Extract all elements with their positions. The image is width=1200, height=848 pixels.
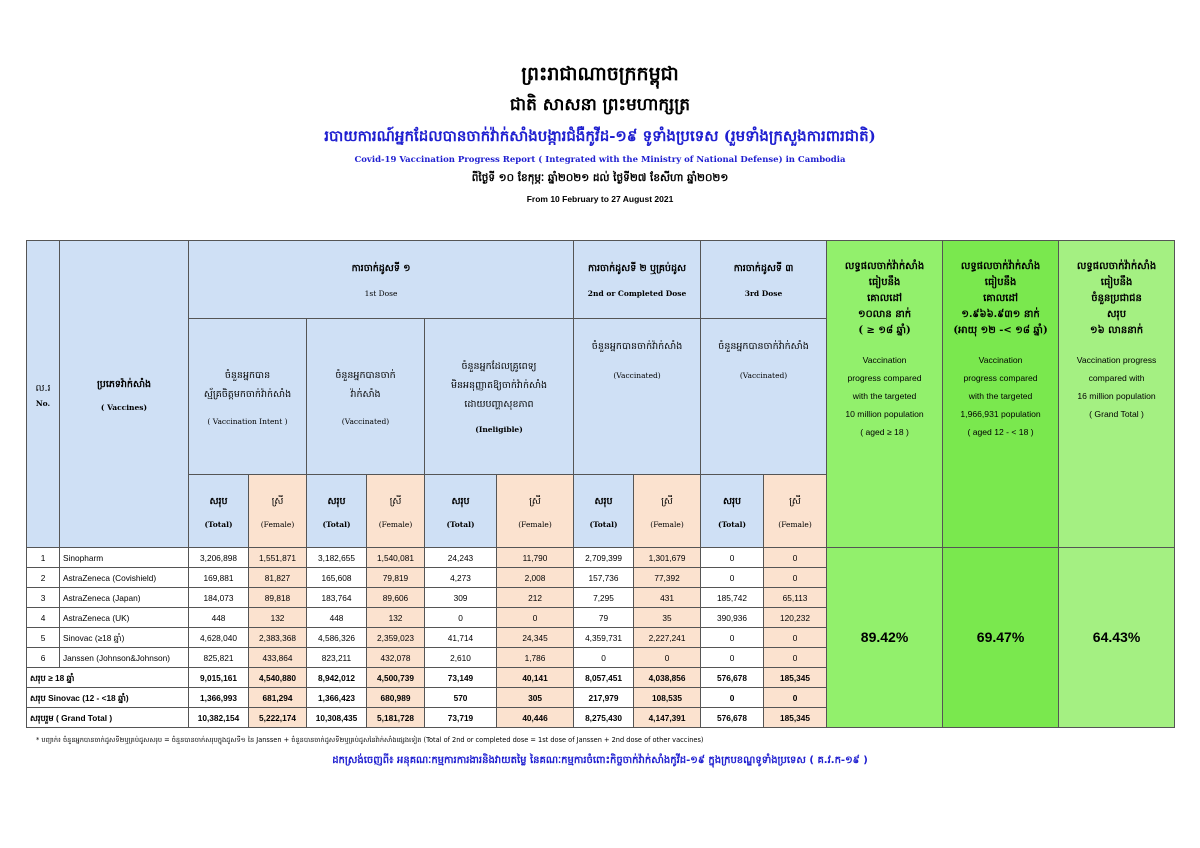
table-cell: 11,790 [497, 548, 574, 568]
table-cell: 4,586,326 [307, 628, 367, 648]
table-cell: 305 [497, 688, 574, 708]
motto: ជាតិ សាសនា ព្រះមហាក្សត្រ [509, 95, 691, 115]
table-cell: 825,821 [189, 648, 249, 668]
table-cell: 41,714 [425, 628, 497, 648]
table-cell: 9,015,161 [189, 668, 249, 688]
table-cell: 0 [574, 648, 634, 668]
intent-total-header: សរុប (Total) [189, 475, 249, 548]
table-cell: 79 [574, 608, 634, 628]
table-cell: 1,551,871 [249, 548, 307, 568]
table-cell: 4,147,391 [634, 708, 701, 728]
table-cell: 823,211 [307, 648, 367, 668]
table-cell: 35 [634, 608, 701, 628]
vaccine-name: AstraZeneca (UK) [60, 608, 189, 628]
table-cell: 2,610 [425, 648, 497, 668]
table-cell: 40,446 [497, 708, 574, 728]
table-cell: 183,764 [307, 588, 367, 608]
intent-subheader: ចំនួនអ្នកបាន ស្ម័គ្រចិត្តមកចាក់វ៉ាក់សាំង ( Vaccination Intent ) [189, 319, 307, 475]
progress-header-youth: លទ្ធផលចាក់វ៉ាក់សាំង ធៀបនឹង គោលដៅ ១.៩៦៦.៩៣១ នាក់ (អាយុ ១២ -< ១៨ ឆ្នាំ) Vaccination progress compared with the targeted 1,966,931 population ( aged 12 - < 18 ) [943, 241, 1059, 548]
table-cell: 89,818 [249, 588, 307, 608]
report-period-kh: ពីថ្ងៃទី ១០ ខែកុម្ភៈ ឆ្នាំ២០២១ ដល់ ថ្ងៃទី២៧ ខែសីហា ឆ្នាំ២០២១ [471, 172, 729, 184]
table-cell: 3,206,898 [189, 548, 249, 568]
table-cell: 132 [367, 608, 425, 628]
vaccine-name: AstraZeneca (Japan) [60, 588, 189, 608]
d3-total-header: សរុប (Total) [701, 475, 764, 548]
table-cell: 40,141 [497, 668, 574, 688]
table-cell: 431 [634, 588, 701, 608]
table-cell: 212 [497, 588, 574, 608]
dose2-header: ការចាក់ដូសទី ២ ឬគ្រប់ដូស 2nd or Completed Dose [574, 241, 701, 319]
table-cell: 2,008 [497, 568, 574, 588]
table-cell: 1 [27, 548, 60, 568]
table-cell: 2,227,241 [634, 628, 701, 648]
table-cell: 169,881 [189, 568, 249, 588]
table-cell: 0 [764, 648, 827, 668]
table-cell: 1,540,081 [367, 548, 425, 568]
table-cell: 0 [764, 628, 827, 648]
table-cell: 77,392 [634, 568, 701, 588]
table-cell: 132 [249, 608, 307, 628]
d2-total-header: សរុប (Total) [574, 475, 634, 548]
table-cell: 157,736 [574, 568, 634, 588]
table-cell: 680,989 [367, 688, 425, 708]
table-cell: 81,827 [249, 568, 307, 588]
progress-value-youth: 69.47% [943, 548, 1059, 728]
source-credit: ដកស្រង់ចេញពី៖ អនុគណៈកម្មការការងារនិងវាយតម្លៃ នៃគណៈកម្មការចំពោះកិច្ចចាក់វ៉ាក់សាំងកូវីដ-១៩ ក្នុងក្របខណ្ឌទូទាំងប្រទេស ( គ.វ.ក-១៩ ) [332, 755, 868, 766]
vaccinated-subheader: ចំនួនអ្នកបានចាក់ វ៉ាក់សាំង (Vaccinated) [307, 319, 425, 475]
table-cell: 2 [27, 568, 60, 588]
table-cell: 185,345 [764, 708, 827, 728]
table-cell: 73,149 [425, 668, 497, 688]
table-cell: 4,273 [425, 568, 497, 588]
table-cell: 1,786 [497, 648, 574, 668]
table-cell: 5 [27, 628, 60, 648]
table-cell: 4,540,880 [249, 668, 307, 688]
ineligible-subheader: ចំនួនអ្នកដែលគ្រូពេទ្យ មិនអនុញ្ញាតឱ្យចាក់វ៉ាក់សាំង ដោយបញ្ហាសុខភាព (Ineligible) [425, 319, 574, 475]
intent-female-header: ស្រី (Female) [249, 475, 307, 548]
table-cell: 4,038,856 [634, 668, 701, 688]
table-cell: 165,608 [307, 568, 367, 588]
table-cell: 1,366,993 [189, 688, 249, 708]
table-cell: 185,742 [701, 588, 764, 608]
table-cell: 1,301,679 [634, 548, 701, 568]
table-cell: 65,113 [764, 588, 827, 608]
dose3-header: ការចាក់ដូសទី ៣ 3rd Dose [701, 241, 827, 319]
progress-value-total: 64.43% [1059, 548, 1175, 728]
report-period-en: From 10 February to 27 August 2021 [526, 194, 674, 204]
table-cell: 0 [701, 548, 764, 568]
table-cell: 2,359,023 [367, 628, 425, 648]
table-cell: 108,535 [634, 688, 701, 708]
report-title-en: Covid-19 Vaccination Progress Report ( Integrated with the Ministry of National Defense) in Cambodia [354, 155, 846, 165]
kingdom-title: ព្រះរាជាណាចក្រកម្ពុជា [521, 63, 679, 85]
report-title-kh: របាយការណ៍អ្នកដែលបានចាក់វ៉ាក់សាំងបង្ការជំងឺកូវីដ-១៩ ទូទាំងប្រទេស (រួមទាំងក្រសួងការពារជាតិ) [324, 127, 876, 145]
summary-label: សរុប Sinovac (12 - <18 ឆ្នាំ) [27, 688, 189, 708]
table-cell: 0 [701, 648, 764, 668]
table-cell: 10,382,154 [189, 708, 249, 728]
vaccination-table [26, 240, 1175, 728]
no-header: ល.រ No. [27, 241, 60, 548]
dose2-subheader: ចំនួនអ្នកបានចាក់វ៉ាក់សាំង (Vaccinated) [574, 319, 701, 475]
inel-female-header: ស្រី (Female) [497, 475, 574, 548]
vaccine-name: Sinovac (≥18 ឆ្នាំ) [60, 628, 189, 648]
table-cell: 73,719 [425, 708, 497, 728]
table-cell: 390,936 [701, 608, 764, 628]
table-cell: 681,294 [249, 688, 307, 708]
table-cell: 0 [764, 688, 827, 708]
table-cell: 4,500,739 [367, 668, 425, 688]
table-cell: 432,078 [367, 648, 425, 668]
table-cell: 185,345 [764, 668, 827, 688]
table-cell: 8,942,012 [307, 668, 367, 688]
table-cell: 5,181,728 [367, 708, 425, 728]
dose1-header: ការចាក់ដូសទី ១ 1st Dose [189, 241, 574, 319]
table-cell: 10,308,435 [307, 708, 367, 728]
footnote: * បញ្ជាក់៖ ចំនួនអ្នកបានចាក់ដូសទី២ឬគ្រប់ដូសសរុប = ចំនួនបានចាក់សរុបក្នុងដូសទី១ នៃ Janssen + ចំនួនបានចាក់ដូសទី២ឬគ្រប់ដូសនៃវ៉ាក់សាំងផ្សេងទៀត (Total of 2nd or completed dose = 1st dose of Janssen + 2nd dose of other vaccines) [36, 736, 704, 744]
table-cell: 120,232 [764, 608, 827, 628]
table-cell: 0 [764, 568, 827, 588]
d3-female-header: ស្រី (Female) [764, 475, 827, 548]
table-cell: 184,073 [189, 588, 249, 608]
table-cell: 4 [27, 608, 60, 628]
table-cell: 24,243 [425, 548, 497, 568]
progress-header-total: លទ្ធផលចាក់វ៉ាក់សាំង ធៀបនឹង ចំនួនប្រជាជន សរុប ១៦ លាននាក់ Vaccination progress compared with 16 million population ( Grand Total ) [1059, 241, 1175, 548]
table-cell: 5,222,174 [249, 708, 307, 728]
table-cell: 4,359,731 [574, 628, 634, 648]
progress-value-adults: 89.42% [827, 548, 943, 728]
table-cell: 570 [425, 688, 497, 708]
table-cell: 576,678 [701, 708, 764, 728]
table-cell: 0 [634, 648, 701, 668]
table-cell: 8,275,430 [574, 708, 634, 728]
table-cell: 448 [307, 608, 367, 628]
table-cell: 0 [764, 548, 827, 568]
vaccine-name: AstraZeneca (Covishield) [60, 568, 189, 588]
table-cell: 0 [425, 608, 497, 628]
table-row [27, 548, 1175, 568]
table-cell: 24,345 [497, 628, 574, 648]
dose3-subheader: ចំនួនអ្នកបានចាក់វ៉ាក់សាំង (Vaccinated) [701, 319, 827, 475]
table-cell: 576,678 [701, 668, 764, 688]
table-cell: 2,709,399 [574, 548, 634, 568]
inel-total-header: សរុប (Total) [425, 475, 497, 548]
table-cell: 6 [27, 648, 60, 668]
table-cell: 217,979 [574, 688, 634, 708]
vaccine-name: Janssen (Johnson&Johnson) [60, 648, 189, 668]
table-cell: 1,366,423 [307, 688, 367, 708]
table-cell: 0 [701, 688, 764, 708]
vac-female-header: ស្រី (Female) [367, 475, 425, 548]
table-cell: 3 [27, 588, 60, 608]
d2-female-header: ស្រី (Female) [634, 475, 701, 548]
vac-total-header: សរុប (Total) [307, 475, 367, 548]
summary-label: សរុបរួម ( Grand Total ) [27, 708, 189, 728]
table-cell: 2,383,368 [249, 628, 307, 648]
table-cell: 4,628,040 [189, 628, 249, 648]
table-cell: 0 [701, 568, 764, 588]
table-cell: 3,182,655 [307, 548, 367, 568]
table-cell: 79,819 [367, 568, 425, 588]
vaccine-header: ប្រភេទវ៉ាក់សាំង ( Vaccines) [60, 241, 189, 548]
table-cell: 8,057,451 [574, 668, 634, 688]
table-cell: 89,606 [367, 588, 425, 608]
table-cell: 433,864 [249, 648, 307, 668]
table-cell: 309 [425, 588, 497, 608]
progress-header-adults: លទ្ធផលចាក់វ៉ាក់សាំង ធៀបនឹង គោលដៅ ១០លាន នាក់ ( ≥ ១៨ ឆ្នាំ) Vaccination progress compared with the targeted 10 million population ( aged ≥ 18 ) [827, 241, 943, 548]
table-cell: 0 [701, 628, 764, 648]
table-cell: 7,295 [574, 588, 634, 608]
summary-label: សរុប ≥ 18 ឆ្នាំ [27, 668, 189, 688]
vaccine-name: Sinopharm [60, 548, 189, 568]
table-cell: 0 [497, 608, 574, 628]
table-cell: 448 [189, 608, 249, 628]
